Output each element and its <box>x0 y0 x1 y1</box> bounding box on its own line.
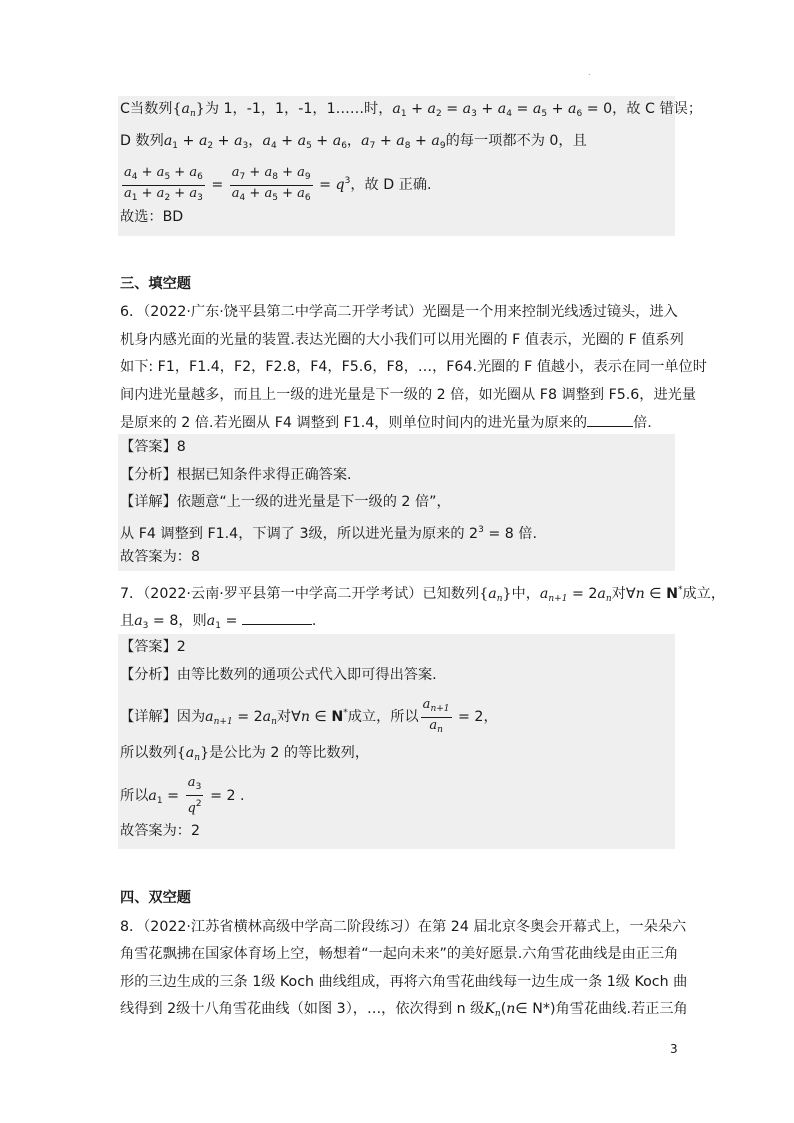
q6-line5 <box>120 412 652 433</box>
fraction: $\frac{a_{n+1}}{a_n}$ <box>422 696 450 735</box>
q6-detail: 【详解】依题意“上一级的进光量是下一级的 2 倍”， <box>120 494 451 510</box>
text: 且 <box>120 613 135 629</box>
q8-line3: 形的三边生成的三条 1级 Koch 曲线组成，再将六角雪花曲线每一边生成一条 1级 Koch 曲 <box>120 974 688 990</box>
text: 中， <box>511 586 540 602</box>
q7-so: 所以$a_1$ = $\frac{a_3}{q^2}$ = 2 . <box>120 775 245 816</box>
text: 成立， <box>682 586 726 602</box>
q7-detail: 【详解】因为$a_{n+1} = 2a_n$对∀n ∈ N*成立，所以 $\frac{a_{n+1}}{a_n}$ = 2， <box>120 695 498 740</box>
text: 7．（2022·云南·罗平县第一中学高二开学考试）已知数列 <box>120 586 480 602</box>
option-d-ratio: $\frac{a_4 + a_5 + a_6}{a_1 + a_2 + a_3}$ = $\frac{a_7 + a_8 + a_9}{a_4 + a_5 + a_6}$ = $q^3$，故 D 正确. <box>120 163 432 206</box>
exponent: 3 <box>478 525 484 535</box>
q6-line2: 机身内感光面的光量的装置.表达光圈的大小我们可以用光圈的 F 值表示，光圈的 F 值系列 <box>120 332 684 348</box>
q6-line4: 间内进光量越多，而且上一级的进光量是下一级的 2 倍，如光圈从 F8 调整到 F5.6，进光量 <box>120 387 697 403</box>
q6-line3: 如下: F1，F1.4，F2，F2.8，F4，F5.6，F8，…，F64.光圈的 F 值越小，表示在同一单位时 <box>120 359 707 375</box>
q6-detail2 <box>120 520 537 544</box>
text: 【详解】因为 <box>120 709 206 725</box>
option-c-line: C当数列$\{a_n\}$为 1，-1，1，-1，1……时，$a_1 + a_2 = a_3 + a_4 = a_5 + a_6 = 0$，故 C 错误； <box>120 101 703 119</box>
text: 所以 <box>120 788 149 804</box>
text: 倍. <box>633 415 652 431</box>
fraction: $\frac{a_7 + a_8 + a_9}{a_4 + a_5 + a_6}$ <box>231 164 311 203</box>
text: 线得到 2级十八角雪花曲线（如图 3），…，依次得到 n 级 <box>120 1001 485 1017</box>
q6-line1: 6．（2022·广东·饶平县第二中学高二开学考试）光圈是一个用来控制光线透过镜头，进入 <box>120 304 678 320</box>
page-number: 3 <box>670 1042 678 1056</box>
q8-line2: 角雪花飘拂在国家体育场上空，畅想着“一起向未来”的美好愿景.六角雪花曲线是由正三角 <box>120 946 679 962</box>
q8-line1: 8．（2022·江苏省横林高级中学高二阶段练习）在第 24 届北京冬奥会开幕式上，一朵朵六 <box>120 919 687 935</box>
text: = 8 倍. <box>483 526 537 542</box>
text: 的每一项都不为 0，且 <box>445 133 587 149</box>
text: 成立，所以 <box>347 709 419 725</box>
q7-line1: 7．（2022·云南·罗平县第一中学高二开学考试）已知数列$\{a_n\}$中，$a_{n+1} = 2a_n$对∀n ∈ N*成立， <box>120 585 726 604</box>
q7-answer: 【答案】2 <box>120 639 186 655</box>
q6-analysis: 【分析】根据已知条件求得正确答案. <box>120 467 352 483</box>
q7-seq: 所以数列$\{a_n\}$是公比为 2 的等比数列， <box>120 745 370 763</box>
q7-final: 故答案为：2 <box>120 823 200 839</box>
q8-line4: 线得到 2级十八角雪花曲线（如图 3），…，依次得到 n 级$K_n(n\in$ N*)角雪花曲线.若正三角 <box>120 1001 688 1019</box>
text: 是原来的 2 倍.若光圈从 F4 调整到 F1.4，则单位时间内的进光量为原来的 <box>120 415 588 431</box>
fraction: $\frac{a_3}{q^2}$ <box>187 775 202 816</box>
text: 对 <box>611 586 626 602</box>
answer-blank <box>587 412 633 427</box>
q6-answer: 【答案】8 <box>120 439 186 455</box>
text: D 数列 <box>120 133 164 149</box>
header-dot: . <box>588 68 591 77</box>
text: 从 F4 调整到 F1.4，下调了 3级，所以进光量为原来的 2 <box>120 526 479 542</box>
q6-final: 故答案为：8 <box>120 549 200 565</box>
section-title: 三、填空题 <box>120 276 191 292</box>
q7-analysis: 【分析】由等比数列的通项公式代入即可得出答案. <box>120 667 437 683</box>
text: ，故 C 错误； <box>612 101 703 117</box>
text: 角雪花曲线.若正三角 <box>555 1001 688 1017</box>
option-d-line: D 数列$a_1 + a_2 + a_3$，$a_4 + a_5 + a_6$，$a_7 + a_8 + a_9$的每一项都不为 0，且 <box>120 133 587 151</box>
text: 对 <box>276 709 292 725</box>
text: . <box>311 613 317 629</box>
answer-blank <box>242 610 312 625</box>
text: 为 1，-1，1，-1，1……时， <box>204 101 393 117</box>
text: C当数列 <box>120 101 173 117</box>
text: ， <box>483 709 498 725</box>
text: 是公比为 2 的等比数列， <box>209 745 370 761</box>
text: ，则 <box>178 613 207 629</box>
section-title: 四、双空题 <box>120 890 191 906</box>
q7-line2: 且$a_3 = 8$，则$a_1$ = . <box>120 610 316 636</box>
fraction: $\frac{a_4 + a_5 + a_6}{a_1 + a_2 + a_3}$ <box>124 164 203 203</box>
text: ，故 D 正确. <box>350 177 432 193</box>
choice-line: 故选：BD <box>120 209 184 225</box>
text: 所以数列 <box>120 745 177 761</box>
